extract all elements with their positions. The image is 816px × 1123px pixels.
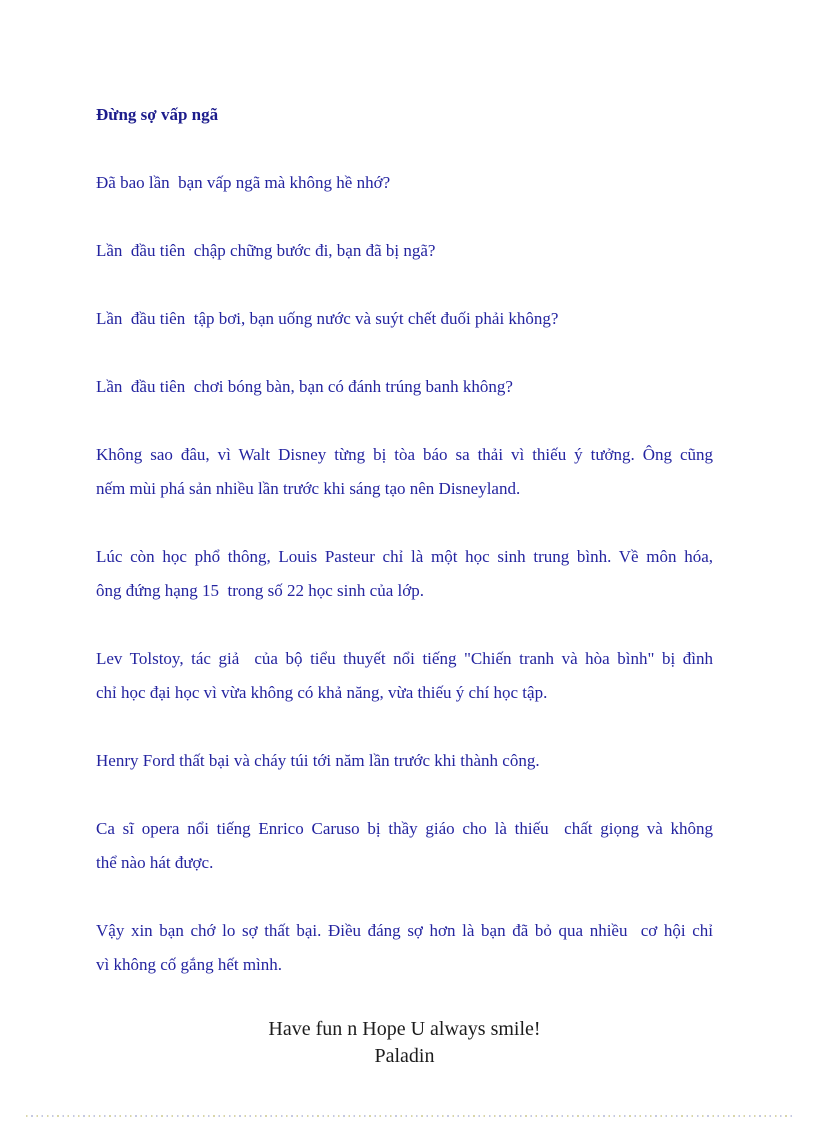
paragraph [96, 914, 713, 982]
paragraph [96, 302, 713, 336]
document-title: Đừng sợ vấp ngã [96, 105, 219, 124]
footer-line-2: Paladin [374, 1045, 435, 1067]
paragraph-line: Lúc còn học phổ thông, Louis Pasteur chỉ là một học sinh trung bình. Về môn hóa, [96, 547, 713, 566]
paragraph [96, 744, 713, 778]
paragraph-line: Lần đầu tiên chập chững bước đi, bạn đã bị ngã? [96, 241, 436, 260]
paragraph [96, 234, 713, 268]
paragraph-line: chỉ học đại học vì vừa không có khả năng, vừa thiếu ý chí học tập. [96, 683, 548, 702]
dotted-page-border [26, 1115, 793, 1117]
paragraph-line: Henry Ford thất bại và cháy túi tới năm lần trước khi thành công. [96, 751, 540, 770]
paragraph-line: Ca sĩ opera nổi tiếng Enrico Caruso bị thầy giáo cho là thiếu chất giọng và không [96, 819, 713, 838]
paragraph-line: vì không cố gắng hết mình. [96, 955, 283, 974]
paragraph-line: Vậy xin bạn chớ lo sợ thất bại. Điều đáng sợ hơn là bạn đã bỏ qua nhiều cơ hội chỉ [96, 921, 713, 940]
paragraph [96, 438, 713, 506]
paragraph [96, 642, 713, 710]
paragraph-line: Đã bao lần bạn vấp ngã mà không hề nhớ? [96, 173, 391, 192]
paragraph [96, 812, 713, 880]
document-footer [96, 1016, 713, 1070]
paragraph [96, 166, 713, 200]
paragraph-line: Không sao đâu, vì Walt Disney từng bị tòa báo sa thải vì thiếu ý tưởng. Ông cũng [96, 445, 713, 464]
paragraph-line: nếm mùi phá sản nhiều lần trước khi sáng tạo nên Disneyland. [96, 479, 521, 498]
paragraph-line: thể nào hát được. [96, 853, 214, 872]
paragraph-line: Lev Tolstoy, tác giả của bộ tiểu thuyết nổi tiếng "Chiến tranh và hòa bình" bị đình [96, 649, 713, 668]
paragraph-line: ông đứng hạng 15 trong số 22 học sinh của lớp. [96, 581, 424, 600]
paragraph [96, 370, 713, 404]
paragraph [96, 540, 713, 608]
paragraph-line: Lần đầu tiên tập bơi, bạn uống nước và suýt chết đuối phải không? [96, 309, 559, 328]
footer-line-1: Have fun n Hope U always smile! [268, 1018, 541, 1040]
paragraph-line: Lần đầu tiên chơi bóng bàn, bạn có đánh trúng banh không? [96, 377, 513, 396]
